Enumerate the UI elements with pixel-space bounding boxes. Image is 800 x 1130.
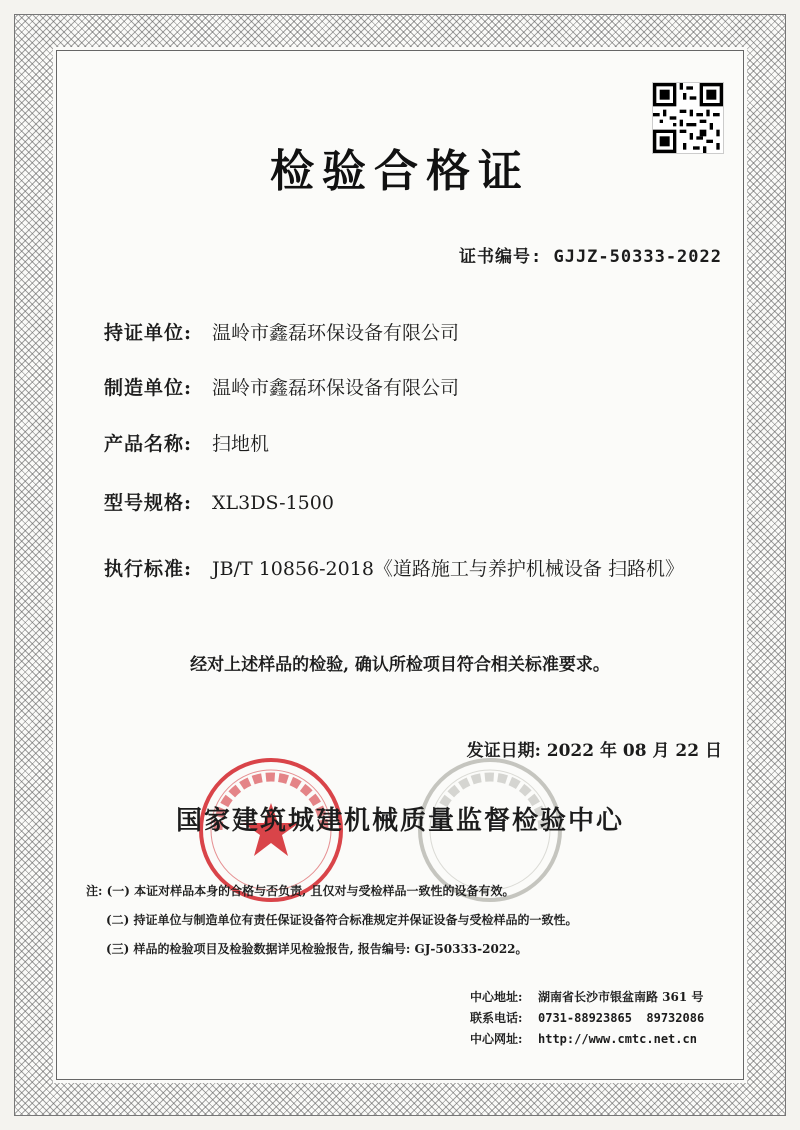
field-product-name	[104, 429, 269, 456]
contact-value: 0731-88923865 89732086	[538, 1011, 705, 1025]
field-label: 制造单位:	[104, 377, 193, 399]
field-manufacturer	[104, 373, 459, 400]
contact-row-phone	[470, 1008, 704, 1029]
certificate-number: 证书编号: GJJZ-50333-2022	[459, 247, 722, 267]
inspection-conclusion: 经对上述样品的检验, 确认所检项目符合相关标准要求。	[190, 655, 610, 675]
field-standard	[104, 554, 684, 581]
issuing-authority: 国家建筑城建机械质量监督检验中心	[175, 806, 624, 836]
contact-row-website	[470, 1029, 704, 1050]
field-value: XL3DS-1500	[212, 492, 334, 514]
field-model	[104, 488, 334, 515]
field-holder	[104, 318, 459, 345]
field-label: 产品名称:	[104, 433, 193, 455]
field-value: 扫地机	[212, 433, 270, 455]
contact-info	[470, 987, 704, 1050]
contact-value: 湖南省长沙市银盆南路 361 号	[538, 990, 704, 1004]
note-item: (三) 样品的检验项目及检验数据详见检验报告, 报告编号: GJ-50333-2022。	[106, 942, 528, 956]
field-value: JB/T 10856-2018《道路施工与养护机械设备 扫路机》	[212, 558, 684, 580]
contact-value: http://www.cmtc.net.cn	[538, 1032, 697, 1046]
field-value: 温岭市鑫磊环保设备有限公司	[212, 377, 460, 399]
note-item: (二) 持证单位与制造单位有责任保证设备符合标准规定并保证设备与受检样品的一致性。	[106, 913, 578, 927]
certificate-title: 检验合格证	[270, 146, 530, 197]
notes	[86, 882, 578, 969]
contact-label: 联系电话:	[470, 1011, 523, 1025]
note-item: 注: (一) 本证对样品本身的合格与否负责, 且仅对与受检样品一致性的设备有效。	[86, 884, 515, 898]
field-label: 持证单位:	[104, 322, 193, 344]
field-label: 型号规格:	[104, 492, 193, 514]
field-label: 执行标准:	[104, 558, 193, 580]
contact-label: 中心地址:	[470, 990, 523, 1004]
contact-row-address	[470, 987, 704, 1008]
issue-date: 发证日期: 2022 年 08 月 22 日	[466, 741, 722, 761]
field-value: 温岭市鑫磊环保设备有限公司	[212, 322, 460, 344]
contact-label: 中心网址:	[470, 1032, 523, 1046]
